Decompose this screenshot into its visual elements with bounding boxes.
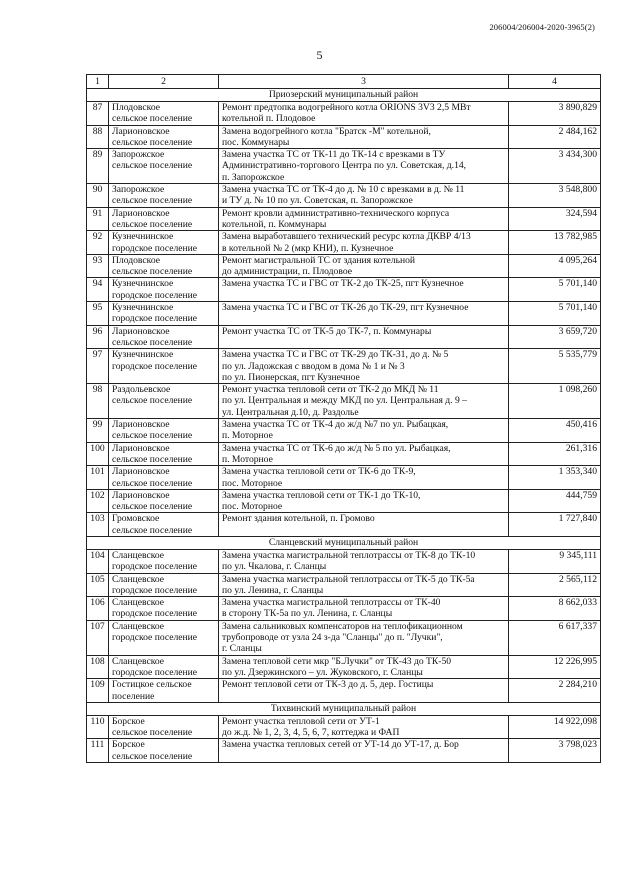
text-line: Замена выработавшего технический ресурс котла ДКВР 4/13	[222, 231, 471, 243]
table-header-row	[87, 75, 601, 89]
work-description-cell	[219, 620, 509, 655]
table-row	[87, 184, 601, 208]
text-line: по ул. Центральная и между МКД по ул. Центральная д. 9 –	[222, 395, 467, 407]
row-number: 104	[87, 549, 109, 573]
text-line: Кузнечнинское	[112, 278, 174, 290]
text-line: Замена участка магистральной теплотрассы от ТК-8 до ТК-10	[222, 549, 476, 561]
settlement-cell	[109, 302, 219, 326]
row-number: 99	[87, 419, 109, 443]
text-line: сельское поселение	[112, 113, 193, 125]
settlement-cell	[109, 597, 219, 621]
text-line: Ремонт предтопка водогрейного котла ORIONS 3V3 2,5 МВт	[222, 102, 471, 113]
region-title: Тихвинский муниципальный район	[87, 702, 601, 715]
amount-cell: 12 226,995	[509, 655, 601, 679]
table-row	[87, 466, 601, 490]
amount-cell: 3 548,800	[509, 184, 601, 208]
settlement-cell	[109, 549, 219, 573]
text-line: до ж.д. № 1, 2, 3, 4, 5, 6, 7, коттеджа и ФАП	[222, 727, 400, 739]
text-line: Запорожское	[112, 184, 165, 196]
table-row	[87, 739, 601, 763]
text-line: сельское поселение	[112, 136, 193, 148]
settlement-cell	[109, 254, 219, 278]
text-line: Замена участка ТС и ГВС от ТК-29 до ТК-31, до д. № 5	[222, 349, 449, 361]
text-line: Ларионовское	[112, 325, 170, 337]
row-number: 106	[87, 597, 109, 621]
text-line: Кузнечнинское	[112, 349, 174, 361]
work-description-cell	[219, 325, 509, 349]
text-line: городское поселение	[112, 666, 198, 678]
row-number: 92	[87, 231, 109, 255]
document-id: 206004/206004-2020-3965(2)	[489, 22, 595, 32]
table-row	[87, 125, 601, 149]
text-line: сельское поселение	[112, 218, 193, 230]
settlement-cell	[109, 207, 219, 231]
text-line: Кузнечнинское	[112, 302, 174, 314]
table-row	[87, 231, 601, 255]
text-line: в котельной № 2 (мкр КНИ), п. Кузнечное	[222, 242, 394, 254]
text-line: сельское поселение	[112, 727, 193, 739]
row-number: 111	[87, 739, 109, 763]
work-description-cell	[219, 419, 509, 443]
amount-cell: 1 098,260	[509, 384, 601, 419]
amount-cell: 2 484,162	[509, 125, 601, 149]
settlement-cell	[109, 149, 219, 184]
work-description-cell	[219, 184, 509, 208]
work-description-cell	[219, 278, 509, 302]
row-number: 107	[87, 620, 109, 655]
region-title: Приозерский муниципальный район	[87, 89, 601, 102]
text-line: Замена участка магистральной теплотрассы от ТК-5 до ТК-5а	[222, 573, 475, 585]
settlement-cell	[109, 384, 219, 419]
row-number: 100	[87, 442, 109, 466]
work-description-cell	[219, 442, 509, 466]
table-row	[87, 715, 601, 739]
header-col-1: 1	[87, 75, 109, 89]
text-line: по ул. Ленина, г. Сланцы	[222, 584, 324, 596]
row-number: 89	[87, 149, 109, 184]
row-number: 94	[87, 278, 109, 302]
table-row	[87, 349, 601, 384]
work-description-cell	[219, 125, 509, 149]
text-line: Замена участка ТС от ТК-4 до д. № 10 с врезками в д. № 11	[222, 184, 465, 196]
row-number: 93	[87, 254, 109, 278]
text-line: городское поселение	[112, 289, 198, 301]
text-line: Плодовское	[112, 102, 160, 113]
text-line: Замена участка ТС от ТК-4 до ж/д №7 по ул. Рыбацкая,	[222, 419, 449, 431]
text-line: в сторону ТК-5а по ул. Ленина, г. Сланцы	[222, 608, 393, 620]
text-line: Замена сальниковых компенсаторов на теплофикационном	[222, 620, 463, 632]
text-line: по ул. Пионерская, пгт Кузнечное	[222, 371, 360, 383]
region-row	[87, 89, 601, 102]
text-line: городское поселение	[112, 584, 198, 596]
work-description-cell	[219, 384, 509, 419]
text-line: пос. Коммунары	[222, 136, 290, 148]
region-row	[87, 536, 601, 549]
settlement-cell	[109, 620, 219, 655]
text-line: Раздольевское	[112, 384, 171, 396]
text-line: поселение	[112, 690, 155, 702]
text-line: Сланцевское	[112, 597, 165, 609]
text-line: Ремонт магистральной ТС от здания котельной	[222, 254, 416, 266]
work-description-cell	[219, 302, 509, 326]
amount-cell: 6 617,337	[509, 620, 601, 655]
work-description-cell	[219, 149, 509, 184]
amount-cell: 444,759	[509, 489, 601, 513]
settlement-cell	[109, 325, 219, 349]
text-line: Ларионовское	[112, 489, 170, 501]
table-row	[87, 573, 601, 597]
settlement-cell	[109, 715, 219, 739]
text-line: сельское поселение	[112, 501, 193, 513]
amount-cell: 9 345,111	[509, 549, 601, 573]
settlement-cell	[109, 184, 219, 208]
table-row	[87, 254, 601, 278]
row-number: 110	[87, 715, 109, 739]
text-line: Гостицкое сельское	[112, 679, 192, 691]
text-line: сельское поселение	[112, 430, 193, 442]
text-line: Замена участка магистральной теплотрассы от ТК-40	[222, 597, 441, 609]
text-line: п. Запорожское	[222, 171, 285, 183]
text-line: Ларионовское	[112, 419, 170, 431]
text-line: Замена участка ТС от ТК-11 до ТК-14 с врезками в ТУ	[222, 149, 446, 161]
text-line: Ремонт участка ТС от ТК-5 до ТК-7, п. Коммунары	[222, 325, 432, 337]
amount-cell: 13 782,985	[509, 231, 601, 255]
text-line: Ремонт кровли административно-технического корпуса	[222, 207, 450, 219]
text-line: сельское поселение	[112, 395, 193, 407]
text-line: Административно-торгового Центра по ул. Советская, д.14,	[222, 160, 467, 172]
table-row	[87, 149, 601, 184]
text-line: пос. Моторное	[222, 477, 283, 489]
row-number: 102	[87, 489, 109, 513]
text-line: пос. Моторное	[222, 501, 283, 513]
work-description-cell	[219, 549, 509, 573]
settlement-cell	[109, 679, 219, 703]
text-line: городское поселение	[112, 561, 198, 573]
settlement-cell	[109, 489, 219, 513]
amount-cell: 3 798,023	[509, 739, 601, 763]
text-line: по ул. Чкалова, г. Сланцы	[222, 561, 327, 573]
text-line: Замена участка ТС и ГВС от ТК-26 до ТК-29, пгт Кузнечное	[222, 302, 469, 314]
region-row	[87, 702, 601, 715]
amount-cell: 1 353,340	[509, 466, 601, 490]
region-title: Сланцевский муниципальный район	[87, 536, 601, 549]
page-number: 5	[316, 48, 323, 62]
amount-cell: 5 701,140	[509, 278, 601, 302]
text-line: Замена участка ТС от ТК-6 до ж/д № 5 по ул. Рыбацкая,	[222, 442, 451, 454]
text-line: до администрации, п. Плодовое	[222, 266, 352, 278]
row-number: 96	[87, 325, 109, 349]
text-line: городское поселение	[112, 608, 198, 620]
text-line: Борское	[112, 739, 145, 751]
table-row	[87, 655, 601, 679]
work-description-cell	[219, 102, 509, 126]
text-line: Борское	[112, 715, 145, 727]
amount-cell: 261,316	[509, 442, 601, 466]
work-description-cell	[219, 513, 509, 537]
header-col-2: 2	[109, 75, 219, 89]
work-description-cell	[219, 207, 509, 231]
text-line: Ремонт тепловой сети от ТК-3 до д. 5, дер. Гостицы	[222, 679, 434, 691]
row-number: 103	[87, 513, 109, 537]
amount-cell: 324,594	[509, 207, 601, 231]
settlement-cell	[109, 739, 219, 763]
text-line: сельское поселение	[112, 477, 193, 489]
works-table	[86, 74, 601, 763]
settlement-cell	[109, 102, 219, 126]
text-line: Ларионовское	[112, 442, 170, 454]
work-description-cell	[219, 573, 509, 597]
text-line: котельной, п. Коммунары	[222, 218, 327, 230]
text-line: Замена участка тепловой сети от ТК-6 до ТК-9,	[222, 466, 416, 478]
amount-cell: 14 922,098	[509, 715, 601, 739]
settlement-cell	[109, 125, 219, 149]
table-row	[87, 278, 601, 302]
work-description-cell	[219, 715, 509, 739]
text-line: Ларионовское	[112, 207, 170, 219]
table-row	[87, 325, 601, 349]
row-number: 87	[87, 102, 109, 126]
table-row	[87, 679, 601, 703]
text-line: городское поселение	[112, 242, 198, 254]
amount-cell: 4 095,264	[509, 254, 601, 278]
text-line: Замена участка тепловых сетей от УТ-14 до УТ-17, д. Бор	[222, 739, 459, 751]
text-line: городское поселение	[112, 632, 198, 644]
row-number: 109	[87, 679, 109, 703]
settlement-cell	[109, 655, 219, 679]
row-number: 98	[87, 384, 109, 419]
text-line: Замена тепловой сети мкр "Б.Лучки" от ТК-43 до ТК-50	[222, 655, 452, 667]
text-line: Замена участка ТС и ГВС от ТК-2 до ТК-25, пгт Кузнечное	[222, 278, 464, 290]
work-description-cell	[219, 489, 509, 513]
text-line: Ларионовское	[112, 125, 170, 137]
text-line: ул. Центральная д.10, д. Раздолье	[222, 406, 359, 418]
row-number: 91	[87, 207, 109, 231]
table-row	[87, 384, 601, 419]
settlement-cell	[109, 349, 219, 384]
amount-cell: 2 284,210	[509, 679, 601, 703]
table-row	[87, 302, 601, 326]
text-line: и ТУ д. № 10 по ул. Советская, п. Запорожское	[222, 195, 413, 207]
row-number: 108	[87, 655, 109, 679]
text-line: сельское поселение	[112, 750, 193, 762]
amount-cell: 3 659,720	[509, 325, 601, 349]
text-line: городское поселение	[112, 313, 198, 325]
work-description-cell	[219, 597, 509, 621]
text-line: Сланцевское	[112, 655, 165, 667]
text-line: Сланцевское	[112, 573, 165, 585]
settlement-cell	[109, 419, 219, 443]
text-line: по ул. Дзержинского – ул. Жуковского, г. Сланцы	[222, 666, 423, 678]
text-line: п. Моторное	[222, 430, 273, 442]
text-line: сельское поселение	[112, 266, 193, 278]
text-line: сельское поселение	[112, 453, 193, 465]
work-description-cell	[219, 231, 509, 255]
table-row	[87, 620, 601, 655]
row-number: 105	[87, 573, 109, 597]
text-line: Замена участка тепловой сети от ТК-1 до ТК-10,	[222, 489, 421, 501]
row-number: 88	[87, 125, 109, 149]
text-line: Запорожское	[112, 149, 165, 161]
text-line: трубопроводе от узла 24 з-да "Сланцы" до п. "Лучки",	[222, 632, 443, 644]
amount-cell: 8 662,033	[509, 597, 601, 621]
text-line: г. Сланцы	[222, 643, 262, 655]
text-line: городское поселение	[112, 360, 198, 372]
text-line: Замена водогрейного котла "Братск -М" котельной,	[222, 125, 431, 137]
table-row	[87, 419, 601, 443]
row-number: 101	[87, 466, 109, 490]
text-line: Ларионовское	[112, 466, 170, 478]
table-row	[87, 102, 601, 126]
row-number: 97	[87, 349, 109, 384]
table-row	[87, 513, 601, 537]
text-line: Плодовское	[112, 254, 160, 266]
text-line: Ремонт участка тепловой сети от ТК-2 до МКД № 11	[222, 384, 439, 396]
table-row	[87, 549, 601, 573]
row-number: 95	[87, 302, 109, 326]
settlement-cell	[109, 442, 219, 466]
work-description-cell	[219, 679, 509, 703]
amount-cell: 3 890,829	[509, 102, 601, 126]
settlement-cell	[109, 466, 219, 490]
table-row	[87, 207, 601, 231]
header-col-4: 4	[509, 75, 601, 89]
text-line: Ремонт здания котельной, п. Громово	[222, 513, 375, 525]
amount-cell: 1 727,840	[509, 513, 601, 537]
work-description-cell	[219, 466, 509, 490]
text-line: Кузнечнинское	[112, 231, 174, 243]
settlement-cell	[109, 278, 219, 302]
text-line: Сланцевское	[112, 620, 165, 632]
settlement-cell	[109, 231, 219, 255]
work-description-cell	[219, 349, 509, 384]
works-table-body	[87, 75, 601, 763]
text-line: сельское поселение	[112, 524, 193, 536]
text-line: п. Моторное	[222, 453, 273, 465]
text-line: сельское поселение	[112, 195, 193, 207]
settlement-cell	[109, 573, 219, 597]
amount-cell: 2 565,112	[509, 573, 601, 597]
work-description-cell	[219, 739, 509, 763]
text-line: по ул. Ладожская с вводом в дома № 1 и № 3	[222, 360, 405, 372]
work-description-cell	[219, 655, 509, 679]
text-line: Сланцевское	[112, 549, 165, 561]
text-line: Громовское	[112, 513, 160, 525]
text-line: котельной п. Плодовое	[222, 113, 316, 125]
text-line: сельское поселение	[112, 160, 193, 172]
table-row	[87, 442, 601, 466]
header-col-3: 3	[219, 75, 509, 89]
text-line: Ремонт участка тепловой сети от УТ-1	[222, 715, 380, 727]
table-row	[87, 597, 601, 621]
row-number: 90	[87, 184, 109, 208]
table-row	[87, 489, 601, 513]
amount-cell: 5 701,140	[509, 302, 601, 326]
work-description-cell	[219, 254, 509, 278]
amount-cell: 3 434,300	[509, 149, 601, 184]
amount-cell: 450,416	[509, 419, 601, 443]
amount-cell: 5 535,779	[509, 349, 601, 384]
settlement-cell	[109, 513, 219, 537]
text-line: сельское поселение	[112, 336, 193, 348]
